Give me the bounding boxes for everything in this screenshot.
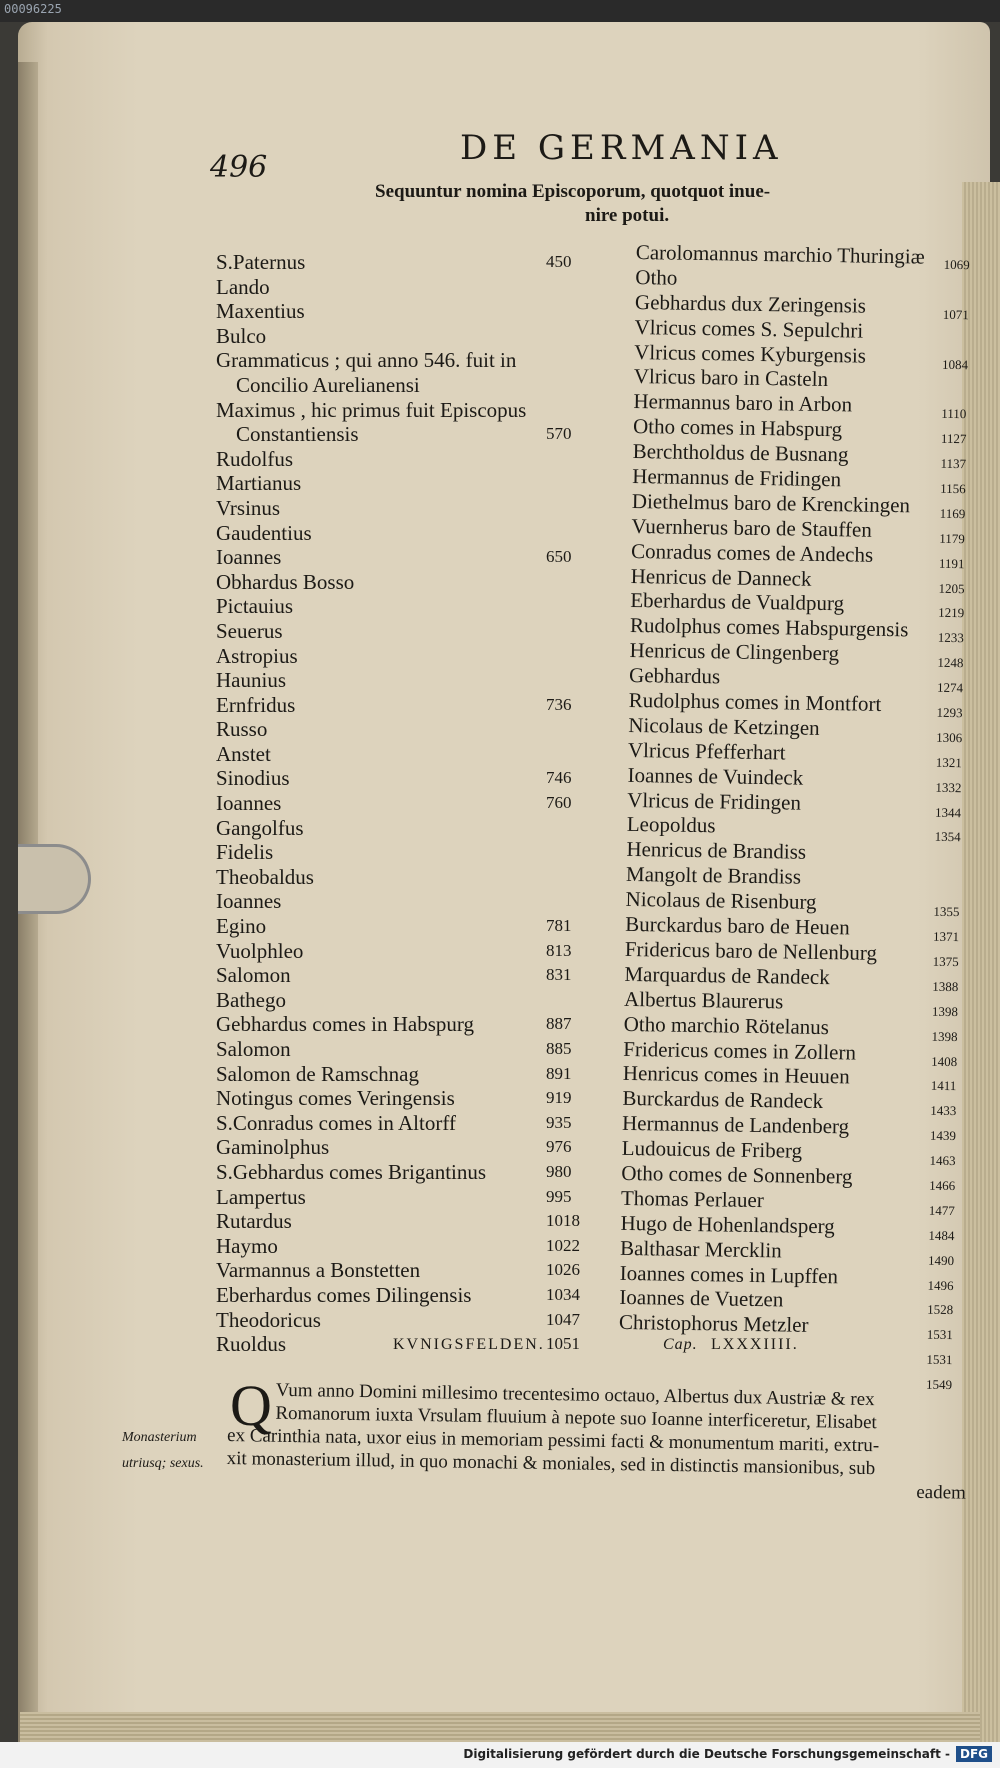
bishop-name: Thomas Perlauer [620, 1185, 765, 1212]
bishop-name: Salomon de Ramschnag [216, 1061, 419, 1086]
bishop-name: Fidelis [216, 840, 274, 865]
bishop-year: 1484 [928, 1227, 955, 1243]
bishop-name: Rudolphus comes in Montfort [628, 687, 882, 716]
bishop-name: Ioannes [216, 889, 282, 914]
page-edges [962, 182, 1000, 1742]
dfg-logo: DFG [956, 1746, 992, 1762]
bishop-name: Egino [216, 914, 267, 939]
list-item [216, 1160, 636, 1185]
bishop-year: 1127 [940, 431, 967, 447]
bishop-year: 935 [546, 1112, 572, 1132]
list-item [216, 1111, 636, 1136]
list-item [216, 791, 636, 816]
bishop-year: 1191 [938, 555, 965, 571]
body-line: Vum anno Domini millesimo trecentesimo octauo, Albertus dux Austriæ & rex [275, 1379, 875, 1411]
footer-credit: Digitalisierung gefördert durch die Deutsche Forschungsgemeinschaft - [463, 1747, 950, 1761]
bishop-name: Lampertus [216, 1184, 306, 1209]
bishop-name: Nicolaus de Risenburg [625, 887, 817, 915]
bishop-name: Gaudentius [216, 520, 312, 545]
list-item [216, 988, 636, 1013]
section-heading [375, 180, 875, 228]
list-item [216, 693, 636, 718]
bishop-name: Vlricus baro in Casteln [633, 364, 829, 392]
list-item [216, 1012, 636, 1037]
scan-id: 00096225 [4, 2, 62, 16]
list-item [216, 250, 636, 275]
bishop-year: 1034 [546, 1284, 580, 1304]
list-item [216, 471, 636, 496]
list-item [216, 1258, 636, 1283]
bishop-name: Otho comes de Sonnenberg [621, 1160, 853, 1189]
list-item [216, 644, 636, 669]
list-item [216, 545, 636, 570]
chapter-heading [393, 1336, 873, 1354]
bishop-name: Burckardus baro de Heuen [625, 911, 850, 940]
bishop-year: 1205 [938, 580, 965, 596]
bishop-year: 1355 [933, 903, 960, 920]
bishop-name: Vlricus Pfefferhart [627, 737, 786, 765]
chapter-number: LXXXIIII. [711, 1336, 799, 1353]
bishop-name: Eberhardus de Vualdpurg [630, 588, 845, 616]
running-head: DE GERMANIA [460, 128, 783, 168]
list-item [216, 373, 636, 398]
heading-line-1: Sequuntur nomina Episcoporum, quotquot inue- [375, 181, 771, 202]
list-item [216, 619, 636, 644]
bishop-year: 1026 [546, 1260, 580, 1280]
bishop-name: Ludouicus de Friberg [621, 1135, 803, 1163]
bishop-name: Haymo [216, 1233, 278, 1258]
list-item [216, 816, 636, 841]
bishop-name: Maximus , hic primus fuit Episcopus [216, 397, 527, 422]
bishop-name: Mangolt de Brandiss [625, 862, 802, 889]
bishop-year: 1496 [927, 1277, 954, 1293]
bishop-year: 1069 [943, 256, 970, 273]
bishop-year: 1477 [928, 1202, 955, 1218]
bishop-year: 1433 [930, 1103, 957, 1119]
bishop-name: Constantiensis [236, 422, 359, 447]
bishop-name: Vrsinus [216, 495, 281, 520]
bishop-name: Balthasar Mercklin [619, 1235, 782, 1263]
bishop-year: 1531 [926, 1351, 953, 1368]
bishop-name: Vlricus de Fridingen [627, 787, 802, 815]
bishop-name: Ioannes comes in Lupffen [619, 1260, 839, 1288]
list-item [216, 717, 636, 742]
bishop-year: 1398 [931, 1028, 958, 1044]
bishop-name: Nicolaus de Ketzingen [628, 712, 820, 740]
bishop-name: Ruoldus [216, 1332, 287, 1357]
bishop-name: Vlricus comes S. Sepulchri [634, 314, 864, 343]
bishop-year: 1293 [936, 704, 963, 721]
bishop-year: 1137 [940, 455, 967, 472]
list-item [216, 1308, 636, 1333]
list-item [216, 324, 636, 349]
bishop-year: 1439 [929, 1127, 957, 1144]
bishop-name: Notingus comes Veringensis [216, 1086, 455, 1111]
list-item [216, 1209, 636, 1234]
bishop-year: 813 [546, 940, 572, 960]
bishop-name: Fridericus baro de Nellenburg [624, 936, 878, 965]
list-item [216, 570, 636, 595]
list-item [216, 496, 636, 521]
list-item [216, 963, 636, 988]
bishop-name: Haunius [216, 668, 286, 693]
bishop-name: Martianus [216, 471, 302, 496]
bishop-year: 1022 [546, 1235, 580, 1255]
bishop-name: Theodoricus [216, 1307, 321, 1332]
page-number: 496 [210, 150, 268, 185]
list-item [216, 889, 636, 914]
bishop-name: Gangolfus [216, 815, 304, 840]
bishop-year: 1463 [929, 1152, 956, 1169]
margin-note: Monasterium utriusq; sexus. [122, 1430, 204, 1471]
bishop-name: Salomon [216, 963, 291, 988]
bishop-name: Theobaldus [216, 864, 314, 889]
bishop-year: 1354 [934, 829, 961, 845]
list-item [216, 1234, 636, 1259]
bishop-name: Russo [216, 717, 268, 742]
bishop-name: Hermannus de Fridingen [632, 463, 842, 492]
bishop-year: 1531 [926, 1327, 953, 1343]
list-item [216, 1062, 636, 1087]
bishop-name: Hermannus de Landenberg [621, 1111, 850, 1139]
bishop-name: Ioannes [216, 545, 282, 570]
list-item [216, 1185, 636, 1210]
chapter-title: KVNIGSFELDEN. [393, 1336, 545, 1353]
list-item [216, 914, 636, 939]
bishop-name: Bathego [216, 987, 286, 1012]
list-item [216, 422, 636, 447]
list-item [216, 1086, 636, 1111]
bishop-year: 1411 [930, 1078, 957, 1094]
bishop-year: 1169 [939, 505, 966, 522]
bishop-name: Rudolphus comes Habspurgensis [629, 613, 909, 642]
bishop-year: 1084 [941, 356, 969, 372]
bishop-name: Christophorus Metzler [618, 1310, 809, 1338]
bishop-name: Carolomannus marchio Thuringiæ [635, 240, 925, 269]
bishop-name: Ernfridus [216, 692, 296, 717]
scan-top-bar [0, 0, 1000, 22]
bishop-year: 1466 [929, 1177, 956, 1194]
bishop-year: 1248 [937, 655, 964, 671]
bishop-name: Vuernherus baro de Stauffen [631, 513, 873, 542]
bishop-name: Vuolphleo [216, 938, 304, 963]
bishop-name: Vlricus comes Kyburgensis [634, 339, 867, 368]
bishop-name: Seuerus [216, 618, 283, 643]
bishop-year: 1071 [942, 306, 969, 323]
bishop-name: Leopoldus [626, 812, 716, 838]
bishop-name: Fridericus comes in Zollern [623, 1036, 857, 1065]
bishop-name: Henricus de Danneck [630, 563, 812, 591]
list-item [216, 840, 636, 865]
bishop-year: 1047 [546, 1309, 580, 1329]
bishop-name: Salomon [216, 1037, 291, 1061]
bishop-name: Otho [635, 264, 678, 290]
body-line: ex Carinthia nata, uxor eius in memoriam pessimi facti & monumentum mariti, extru- [226, 1424, 880, 1457]
bishop-year: 919 [546, 1088, 572, 1108]
list-item [216, 1283, 636, 1308]
bishop-name: Gaminolphus [216, 1135, 330, 1160]
bishop-name: Obhardus Bosso [216, 569, 355, 594]
bishop-year: 1110 [941, 406, 967, 422]
bishop-year: 1274 [936, 679, 964, 696]
bishop-name: Hugo de Hohenlandsperg [620, 1210, 835, 1238]
bishop-year: 760 [546, 793, 572, 813]
list-item [216, 766, 636, 791]
bishop-name: Berchtholdus de Busnang [632, 439, 849, 467]
bishop-name: Otho marchio Rötelanus [623, 1011, 830, 1039]
page-bottom-edges [20, 1712, 980, 1742]
bishop-name: Henricus de Brandiss [626, 837, 807, 865]
bishop-year: 1490 [927, 1252, 955, 1268]
bishop-name: Hermannus baro in Arbon [633, 389, 853, 417]
list-item [216, 742, 636, 767]
bishop-name: Henricus comes in Heuuen [622, 1061, 850, 1089]
bishop-year: 1549 [925, 1376, 953, 1393]
bishop-year: 1219 [938, 605, 965, 621]
list-item [216, 299, 636, 324]
bishop-year: 885 [546, 1039, 572, 1058]
drop-cap: Q [230, 1373, 272, 1438]
bishop-name: Rutardus [216, 1209, 292, 1234]
body-line: eadem [916, 1481, 967, 1504]
bishop-name: Varmannus a Bonstetten [216, 1258, 421, 1283]
bishop-name: Gebhardus comes in Habspurg [216, 1012, 474, 1037]
bishop-name: S.Conradus comes in Altorff [216, 1110, 456, 1135]
bishop-name: Sinodius [216, 766, 290, 791]
chapter-cap-label: Cap. [663, 1336, 698, 1353]
bishop-name: Grammaticus ; qui anno 546. fuit in [216, 348, 517, 373]
list-item [216, 939, 636, 964]
bishop-name: Henricus de Clingenberg [629, 638, 840, 666]
list-item [216, 398, 636, 423]
bishop-name: Gebhardus [628, 663, 721, 689]
bishop-year: 1388 [932, 978, 959, 994]
bishop-name: Otho comes in Habspurg [632, 414, 843, 442]
bishop-name: Ioannes de Vuindeck [627, 762, 804, 790]
list-item [216, 865, 636, 890]
list-item [216, 668, 636, 693]
bishop-name: S.Gebhardus comes Brigantinus [216, 1159, 487, 1184]
bishop-year: 450 [546, 252, 572, 271]
bishop-year: 891 [546, 1063, 572, 1083]
bishop-name: Albertus Blaurerus [623, 986, 784, 1014]
bishop-year: 1018 [546, 1211, 580, 1231]
bishop-year: 1332 [935, 779, 962, 795]
bishop-year: 976 [546, 1137, 572, 1157]
bishop-year: 1306 [936, 729, 963, 746]
bishop-name: Astropius [216, 643, 298, 668]
bishop-name: Concilio Aurelianensi [236, 372, 420, 397]
bishop-year: 1398 [931, 1003, 959, 1019]
bishop-year: 1321 [935, 754, 962, 770]
bishop-name: Conradus comes de Andechs [630, 538, 874, 567]
bishop-year: 781 [546, 916, 572, 936]
bishop-name: Diethelmus baro de Krenckingen [631, 488, 911, 518]
body-paragraph [226, 1373, 983, 1505]
bishop-name: Burckardus de Randeck [622, 1086, 824, 1114]
bishop-year: 1375 [932, 953, 959, 970]
bishop-year: 570 [546, 424, 572, 444]
bishop-year: 980 [546, 1161, 572, 1181]
heading-line-2: nire potui. [585, 205, 670, 226]
bishop-year: 1051 [546, 1334, 580, 1354]
bishop-year: 1408 [931, 1053, 958, 1069]
list-item [216, 275, 636, 300]
body-line: Romanorum iuxta Vrsulam fluuium à nepote suo Ioanne interficeretur, Elisabet [275, 1402, 877, 1434]
bishop-year: 1528 [927, 1302, 954, 1318]
bishop-name: Marquardus de Randeck [624, 961, 830, 989]
bishop-year: 995 [546, 1186, 572, 1206]
bishop-year: 746 [546, 768, 572, 788]
bishop-year: 736 [546, 694, 572, 714]
footer-bar [0, 1742, 1000, 1768]
list-item [216, 1037, 636, 1062]
bishop-name: Eberhardus comes Dilingensis [216, 1282, 472, 1307]
list-item [216, 348, 636, 373]
bishop-name: Ioannes [216, 791, 282, 816]
bishop-name: Lando [216, 274, 270, 299]
bishop-list-left [216, 250, 636, 1357]
list-item [216, 1135, 636, 1160]
bishop-name: Bulco [216, 323, 267, 348]
bishop-name: Gebhardus dux Zeringensis [634, 289, 867, 318]
bishop-year: 831 [546, 965, 572, 985]
bishop-name: S.Paternus [216, 250, 306, 274]
bishop-name: Ioannes de Vuetzen [619, 1285, 784, 1312]
page-clip [18, 844, 91, 914]
bishop-name: Pictauius [216, 594, 293, 619]
bishop-year: 1344 [934, 804, 962, 820]
bishop-year: 1156 [940, 480, 966, 497]
list-item [216, 447, 636, 472]
bishop-year: 1233 [937, 630, 964, 646]
list-item [216, 594, 636, 619]
bishop-year: 887 [546, 1014, 572, 1034]
list-item [216, 521, 636, 546]
bishop-year: 1371 [932, 928, 960, 945]
bishop-list-right [618, 240, 970, 1393]
bishop-name: Anstet [216, 741, 271, 766]
bishop-year: 650 [546, 547, 572, 567]
body-line: xit monasterium illud, in quo monachi & moniales, sed in distinctis mansionibus, sub [226, 1447, 876, 1480]
bishop-name: Rudolfus [216, 446, 294, 471]
bishop-year: 1179 [939, 530, 966, 546]
bishop-name: Maxentius [216, 299, 305, 324]
